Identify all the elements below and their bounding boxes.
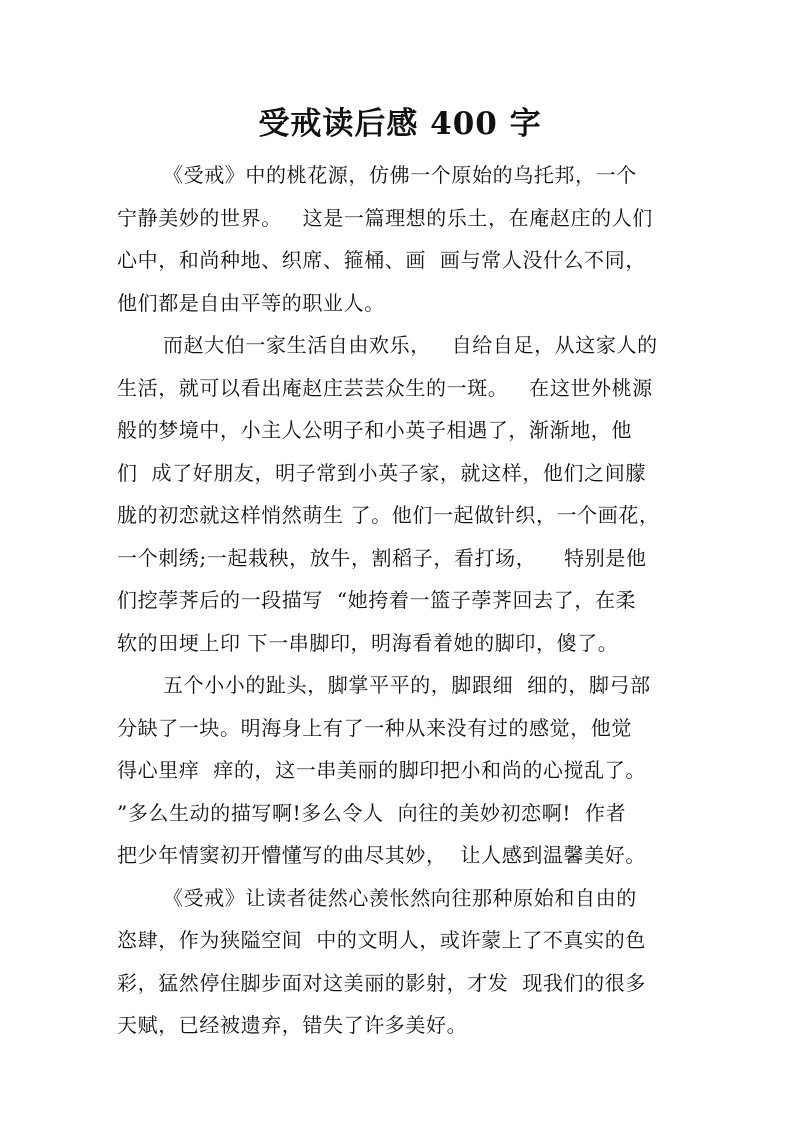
text-line: 们挖荸荠后的一段描写 “她挎着一篮子荸荠回去了，在柔	[117, 588, 637, 612]
text-line: 他们都是自由平等的职业人。	[117, 290, 385, 315]
text-line: 五个小小的趾头，脚掌平平的，脚跟细 细的，脚弓部	[163, 673, 651, 697]
text-line: 《受戒》中的桃花源，仿佛一个原始的乌托邦，一个	[163, 163, 637, 187]
text-line: 胧的初恋就这样悄然萌生 了。他们一起做针织，一个画花，	[117, 503, 660, 527]
text-line: 宁静美妙的世界。 这是一篇理想的乐土，在庵赵庄的人们	[117, 205, 653, 230]
text-line: 把少年情窦初开懵懂写的曲尽其妙， 让人感到温馨美好。	[117, 843, 646, 867]
text-line: 软的田埂上印 下一串脚印，明海看着她的脚印，傻了。	[117, 630, 619, 655]
text-line: 天赋，已经被遗弃，错失了许多美好。	[117, 1013, 468, 1037]
text-line: 心中，和尚种地、织席、箍桶、画 画与常人没什么不同，	[117, 248, 646, 272]
document-body	[117, 160, 687, 1053]
text-line: 恣肆，作为狭隘空间 中的文明人，或许蒙上了不真实的色	[117, 928, 646, 952]
text-line: 而赵大伯一家生活自由欢乐， 自给自足，从这家人的	[163, 333, 658, 357]
text-line: 般的梦境中，小主人公明子和小英子相遇了，渐渐地，他	[117, 418, 632, 442]
text-line: 得心里痒 痒的，这一串美丽的脚印把小和尚的心搅乱了。	[117, 758, 646, 782]
text-line: 们 成了好朋友，明子常到小英子家，就这样，他们之间朦	[117, 460, 646, 485]
text-line: 生活，就可以看出庵赵庄芸芸众生的一斑。 在这世外桃源	[117, 375, 653, 400]
text-line: 《受戒》让读者徒然心羡怅然向往那种原始和自由的	[163, 885, 637, 910]
text-line: 彩，猛然停住脚步面对这美丽的影射，才发 现我们的很多	[117, 970, 646, 995]
text-line: 一个刺绣;一起栽秧，放牛，割稻子，看打场， 特别是他	[117, 545, 647, 570]
text-line: 分缺了一块。明海身上有了一种从来没有过的感觉，他觉	[117, 715, 632, 740]
text-line: ”多么生动的描写啊!多么令人 向往的美妙初恋啊! 作者	[117, 800, 627, 825]
document-title: 受戒读后感 400 字	[258, 106, 542, 142]
